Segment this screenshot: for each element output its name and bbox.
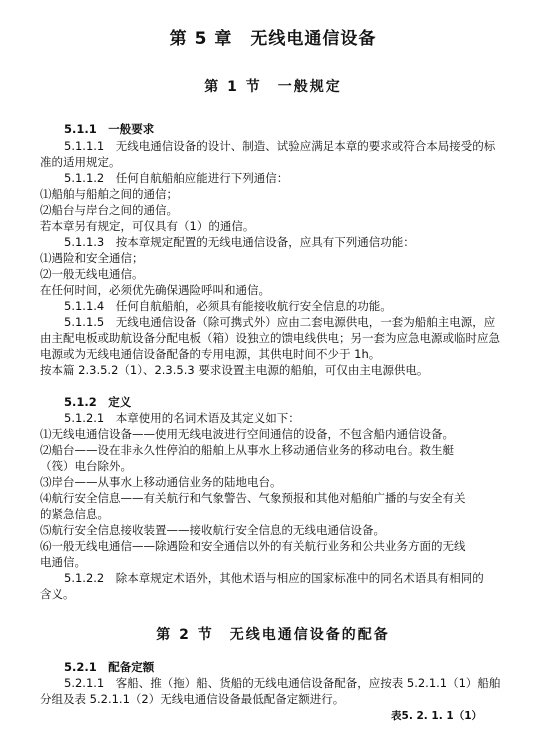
definition-1: ⑴无线电通信设备——使用无线电波进行空间通信的设备，不包含船内通信设备。 <box>40 427 454 441</box>
definition-4-l1: ⑷航行安全信息——有关航行和气象警告、气象预报和其他对船舶广播的与安全有关 <box>40 491 466 505</box>
para-5-1-1-5-l3: 电源或为无线电通信设备配备的专用电源，其供电时间不少于 1h。 <box>40 347 381 361</box>
para-5-1-1-3-item1: ⑴遇险和安全通信； <box>40 251 144 265</box>
para-5-1-1-3-item2: ⑵一般无线电通信。 <box>40 267 144 281</box>
definition-4-l2: 的紧急信息。 <box>40 507 109 521</box>
heading-5-1-1: 5.1.1 一般要求 <box>64 122 155 136</box>
para-5-1-2-1: 5.1.2.1 本章使用的名词术语及其定义如下： <box>64 411 300 425</box>
para-5-1-1-4: 5.1.1.4 任何自航船舶，必须具有能接收航行安全信息的功能。 <box>64 299 392 313</box>
definition-2-l2: （筏）电台除外。 <box>40 459 132 473</box>
section-1-title: 第 1 节 一般规定 <box>204 79 342 95</box>
heading-5-1-2: 5.1.2 定义 <box>64 395 132 409</box>
para-5-1-1-2-item2: ⑵船台与岸台之间的通信。 <box>40 203 178 217</box>
definition-6-l2: 电通信。 <box>40 555 86 569</box>
para-5-1-1-2-item1: ⑴船舶与船舶之间的通信； <box>40 187 178 201</box>
heading-5-2-1: 5.2.1 配备定额 <box>64 660 155 674</box>
para-5-1-1-1-l1: 5.1.1.1 无线电通信设备的设计、制造、试验应满足本章的要求或符合本局接受的标 <box>64 139 496 153</box>
para-5-2-1-1-l2: 分组及表 5.2.1.1（2）无线电通信设备最低配备定额进行。 <box>40 692 345 706</box>
definition-5: ⑸航行安全信息接收装置——接收航行安全信息的无线电通信设备。 <box>40 523 385 537</box>
para-5-1-2-2-l1: 5.1.2.2 除本章规定术语外，其他术语与相应的国家标准中的同名术语具有相同的 <box>64 571 484 585</box>
para-5-1-1-3-l1: 5.1.1.3 按本章规定配置的无线电通信设备，应具有下列通信功能： <box>64 235 415 249</box>
section-2-title: 第 2 节 无线电通信设备的配备 <box>156 627 390 643</box>
para-5-1-1-2-note: 若本章另有规定，可仅具有（1）的通信。 <box>40 219 255 233</box>
para-5-1-1-3-note: 在任何时间，必须优先确保遇险呼叫和通信。 <box>40 283 270 297</box>
para-5-1-1-5-l2: 由主配电板或助航设备分配电板（箱）设独立的馈电线供电；另一套为应急电源或临时应急 <box>40 331 500 345</box>
para-5-1-1-2-l1: 5.1.1.2 任何自航船舶应能进行下列通信： <box>64 171 289 185</box>
para-5-1-1-1-l2: 准的适用规定。 <box>40 155 121 169</box>
para-5-1-1-5-l4: 按本篇 2.3.5.2（1）、2.3.5.3 要求设置主电源的船舶，可仅由主电源供电。 <box>40 363 429 377</box>
para-5-2-1-1-l1: 5.2.1.1 客船、推（拖）船、货船的无线电通信设备配备，应按表 5.2.1.1（1）船舶 <box>64 676 501 690</box>
definition-3: ⑶岸台——从事水上移动通信业务的陆地电台。 <box>40 475 282 489</box>
definition-6-l1: ⑹一般无线电通信——除遇险和安全通信以外的有关航行业务和公共业务方面的无线 <box>40 539 466 553</box>
definition-2-l1: ⑵船台——设在非永久性停泊的船舶上从事水上移动通信业务的移动电台。救生艇 <box>40 443 454 457</box>
para-5-1-2-2-l2: 含义。 <box>40 587 75 601</box>
chapter-title: 第 5 章 无线电通信设备 <box>169 29 377 49</box>
table-reference: 表5. 2. 1. 1（1） <box>391 710 482 722</box>
para-5-1-1-5-l1: 5.1.1.5 无线电通信设备（除可携式外）应由二套电源供电，一套为船舶主电源，应 <box>64 315 496 329</box>
